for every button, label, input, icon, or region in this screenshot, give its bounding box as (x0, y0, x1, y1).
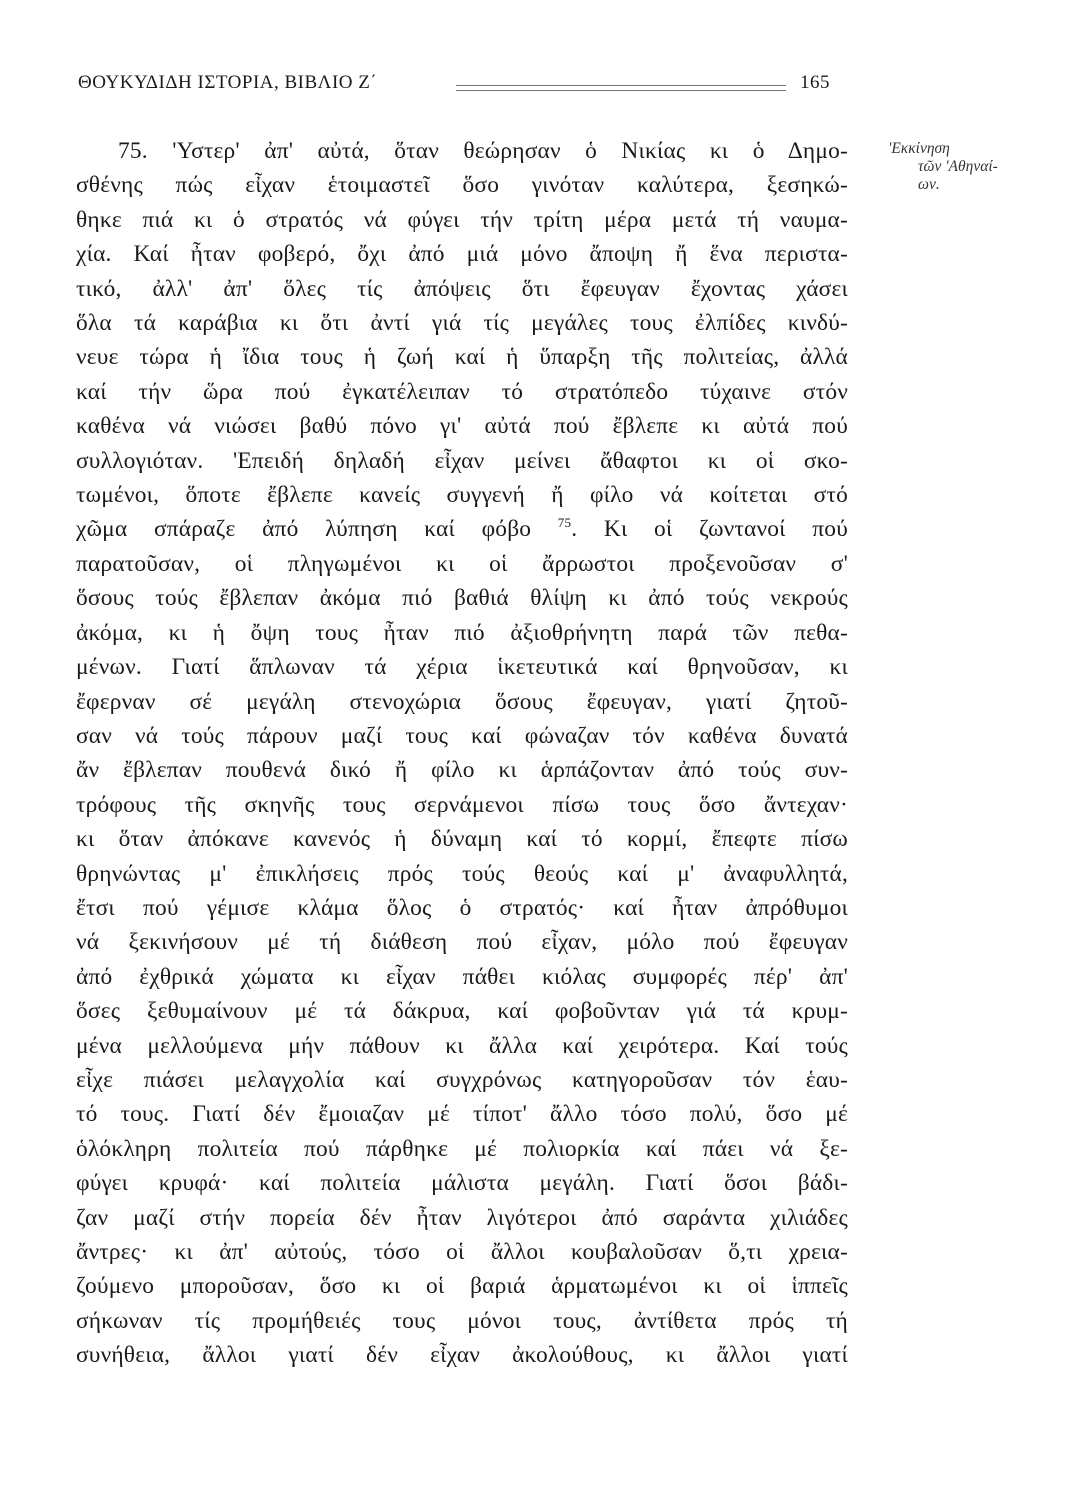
text-line: τικό, ἀλλ' ἀπ' ὅλες τίς ἀπόψεις ὅτι ἔφευγαν ἔχοντας χάσει (76, 275, 848, 302)
text-line: ὅσες ξεθυμαίνουν μέ τά δάκρυα, καί φοβοῦνταν γιά τά κρυμ- (76, 998, 848, 1025)
text-line: ἔτσι πού γέμισε κλάμα ὅλος ὁ στρατός· καί ἦταν ἀπρόθυμοι (76, 894, 848, 921)
footnote-reference[interactable]: 75 (557, 515, 572, 531)
text-line: μένων. Γιατί ἅπλωναν τά χέρια ἱκετευτικά καί θρηνοῦσαν, κι (76, 654, 848, 681)
page-number: 165 (800, 72, 830, 93)
text-line: καί τήν ὥρα πού ἐγκατέλειπαν τό στρατόπεδο τύχαινε στόν (76, 378, 848, 405)
text-line: ἄν ἔβλεπαν πουθενά δικό ἤ φίλο κι ἁρπάζονταν ἀπό τούς συν- (76, 757, 848, 784)
margin-note-line: 'Εκκίνηση (888, 140, 950, 157)
text-line: ἀκόμα, κι ἡ ὄψη τους ἦταν πιό ἀξιοθρήνητη παρά τῶν πεθα- (76, 619, 848, 646)
text-line: μένα μελλούμενα μήν πάθουν κι ἄλλα καί χειρότερα. Καί τούς (76, 1032, 848, 1059)
text-line: ὁλόκληρη πολιτεία πού πάρθηκε μέ πολιορκία καί πάει νά ξε- (76, 1135, 848, 1162)
header-rule (456, 85, 786, 91)
text-line: χία. Καί ἦταν φοβερό, ὄχι ἀπό μιά μόνο ἄποψη ἤ ἕνα περιστα- (76, 241, 848, 268)
text-fragment: . Κι οἱ ζωντανοί πού (571, 516, 848, 543)
text-line: σθένης πώς εἶχαν ἑτοιμαστεῖ ὅσο γινόταν καλύτερα, ξεσηκώ- (76, 172, 848, 199)
text-line: ὅλα τά καράβια κι ὅτι ἀντί γιά τίς μεγάλες τους ἐλπίδες κινδύ- (76, 310, 848, 337)
text-line: συλλογιόταν. 'Επειδή δηλαδή εἶχαν μείνει ἄθαφτοι κι οἱ σκο- (76, 447, 848, 474)
text-line: θηκε πιά κι ὁ στρατός νά φύγει τήν τρίτη μέρα μετά τή ναυμα- (76, 206, 848, 233)
margin-note (888, 140, 1038, 194)
text-line: τωμένοι, ὅποτε ἔβλεπε κανείς συγγενή ἤ φίλο νά κοίτεται στό (76, 482, 848, 509)
text-fragment: χῶμα σπάραζε ἀπό λύπηση καί φόβο (76, 516, 532, 543)
margin-note-line: ων. (918, 176, 940, 193)
text-line: νά ξεκινήσουν μέ τή διάθεση πού εἶχαν, μόλο πού ἔφευγαν (76, 929, 848, 956)
text-line: τό τους. Γιατί δέν ἔμοιαζαν μέ τίποτ' ἄλλο τόσο πολύ, ὅσο μέ (76, 1101, 848, 1128)
text-line: ἄντρες· κι ἀπ' αὐτούς, τόσο οἱ ἄλλοι κουβαλοῦσαν ὅ,τι χρεια- (76, 1239, 848, 1265)
text-line: νευε τώρα ἡ ἴδια τους ἡ ζωή καί ἡ ὕπαρξη τῆς πολιτείας, ἀλλά (76, 344, 848, 371)
text-line: καθένα νά νιώσει βαθύ πόνο γι' αὐτά πού ἔβλεπε κι αὐτά πού (76, 413, 848, 440)
text-line: παρατοῦσαν, οἱ πληγωμένοι κι οἱ ἄρρωστοι προξενοῦσαν σ' (76, 550, 848, 577)
text-line: τρόφους τῆς σκηνῆς τους σερνάμενοι πίσω τους ὅσο ἄντεχαν· (76, 791, 848, 818)
running-header (78, 72, 830, 104)
text-line: ἀπό ἐχθρικά χώματα κι εἶχαν πάθει κιόλας συμφορές πέρ' ἀπ' (76, 963, 848, 990)
text-line: 75. 'Υστερ' ἀπ' αὐτά, ὅταν θεώρησαν ὁ Νικίας κι ὁ Δημο- (118, 138, 848, 164)
text-line-with-footnote (76, 512, 848, 546)
running-title: ΘΟΥΚΥΔΙΔΗ ΙΣΤΟΡΙΑ, ΒΙΒΛΙΟ Ζ΄ (78, 72, 378, 93)
text-line: κι ὅταν ἀπόκανε κανενός ἡ δύναμη καί τό κορμί, ἔπεφτε πίσω (76, 826, 848, 853)
text-line: ὅσους τούς ἔβλεπαν ἀκόμα πιό βαθιά θλίψη κι ἀπό τούς νεκρούς (76, 585, 848, 612)
text-line: ζαν μαζί στήν πορεία δέν ἦταν λιγότεροι ἀπό σαράντα χιλιάδες (76, 1204, 848, 1231)
text-line: σήκωναν τίς προμήθειές τους μόνοι τους, ἀντίθετα πρός τή (76, 1307, 848, 1334)
text-line: ζούμενο μποροῦσαν, ὅσο κι οἱ βαριά ἁρματωμένοι κι οἱ ἱππεῖς (76, 1273, 848, 1300)
text-line: σαν νά τούς πάρουν μαζί τους καί φώναζαν τόν καθένα δυνατά (76, 722, 848, 749)
margin-note-line: τῶν 'Αθηναί- (918, 158, 998, 175)
chapter-75-paragraph (76, 134, 848, 1373)
text-line: θρηνώντας μ' ἐπικλήσεις πρός τούς θεούς καί μ' ἀναφυλλητά, (76, 860, 848, 887)
text-line: εἶχε πιάσει μελαγχολία καί συγχρόνως κατηγοροῦσαν τόν ἑαυ- (76, 1066, 848, 1093)
text-line: φύγει κρυφά· καί πολιτεία μάλιστα μεγάλη. Γιατί ὅσοι βάδι- (76, 1170, 848, 1197)
text-line: συνήθεια, ἄλλοι γιατί δέν εἶχαν ἀκολούθους, κι ἄλλοι γιατί (76, 1342, 848, 1369)
text-line: ἔφερναν σέ μεγάλη στενοχώρια ὅσους ἔφευγαν, γιατί ζητοῦ- (76, 688, 848, 715)
